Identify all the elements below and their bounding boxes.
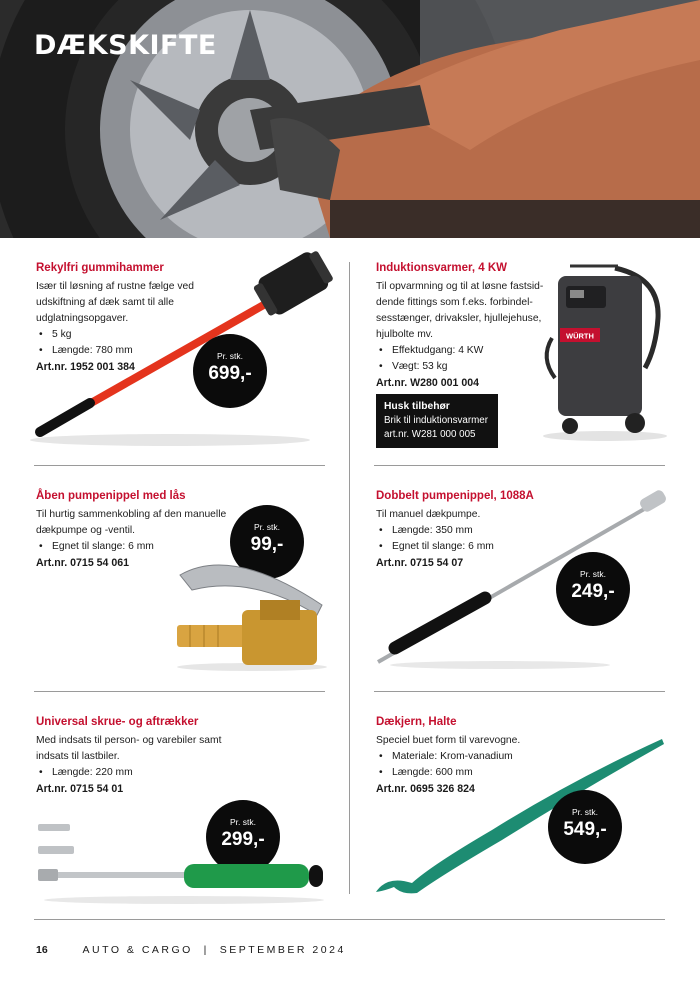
row-divider-1 bbox=[34, 465, 325, 466]
spec-item: • Længde: 600 mm bbox=[376, 765, 576, 781]
spec-item: • Egnet til slange: 6 mm bbox=[36, 539, 236, 555]
induction-heater-image bbox=[540, 258, 670, 448]
product-induction-heater bbox=[376, 262, 544, 392]
product-title: Rekylfri gummihammer bbox=[36, 262, 164, 274]
bottom-divider bbox=[34, 919, 665, 920]
open-pump-nipple-image bbox=[172, 535, 342, 675]
price-value: 99,- bbox=[250, 534, 284, 555]
page-title: DÆKSKIFTE bbox=[34, 30, 217, 61]
spec-item: • Længde: 220 mm bbox=[36, 765, 236, 781]
price-value: 699,- bbox=[208, 363, 252, 384]
page-number: 16 bbox=[36, 944, 48, 956]
price-value: 549,- bbox=[563, 819, 607, 840]
product-description: Med indsats til person- og varebiler samt indsats til lastbiler. bbox=[36, 735, 222, 762]
hero-image bbox=[0, 0, 700, 238]
article-number: Art.nr. 0715 54 07 bbox=[376, 557, 464, 569]
price-badge bbox=[548, 790, 622, 864]
notice-title: Husk tilbehør bbox=[384, 401, 450, 412]
article-number: Art.nr. 0715 54 061 bbox=[36, 557, 130, 569]
price-label: Pr. stk. bbox=[230, 817, 256, 827]
product-title: Dækjern, Halte bbox=[376, 716, 457, 728]
product-description: Til hurtig sammenkobling af den manuelle dækpumpe og -ventil. bbox=[36, 509, 227, 536]
row-divider-2 bbox=[34, 691, 325, 692]
product-title: Åben pumpenippel med lås bbox=[36, 490, 186, 502]
product-description: Til opvarmning og til at løsne fastsid-dende fittings som f.eks. forbindel-sesstænger, drivaksler, hjullejehuse, hjulbolte mv. bbox=[376, 281, 544, 340]
article-number: Art.nr. 1952 001 384 bbox=[36, 361, 135, 373]
product-universal-valve-tool bbox=[36, 716, 236, 798]
product-description: Til manuel dækpumpe. bbox=[376, 509, 481, 520]
tire-iron-image bbox=[372, 735, 672, 905]
rubber-hammer-image bbox=[30, 245, 330, 445]
article-number: Art.nr. W280 001 004 bbox=[376, 377, 480, 389]
product-title: Dobbelt pumpenippel, 1088A bbox=[376, 490, 534, 502]
accessory-notice bbox=[376, 394, 498, 448]
product-description: Speciel buet form til varevogne. bbox=[376, 735, 521, 746]
spec-item: • Vægt: 53 kg bbox=[376, 359, 544, 375]
spec-item: • Egnet til slange: 6 mm bbox=[376, 539, 576, 555]
spec-item: • 5 kg bbox=[36, 327, 246, 343]
price-label: Pr. stk. bbox=[217, 351, 243, 361]
product-specs bbox=[36, 765, 236, 781]
spec-item: • Længde: 780 mm bbox=[36, 343, 246, 359]
brand-logo: WÜRTH bbox=[566, 331, 594, 341]
spec-item: • Effektudgang: 4 KW bbox=[376, 343, 544, 359]
price-badge bbox=[556, 552, 630, 626]
row-divider-1b bbox=[374, 465, 665, 466]
price-value: 249,- bbox=[571, 581, 615, 602]
product-description: Især til løsning af rustne fælge ved udskiftning af dæk samt til alle udglatningsopgaver. bbox=[36, 281, 194, 324]
row-divider-2b bbox=[374, 691, 665, 692]
price-label: Pr. stk. bbox=[580, 569, 606, 579]
product-title: Induktionsvarmer, 4 KW bbox=[376, 262, 508, 274]
product-specs bbox=[376, 343, 544, 375]
page-footer bbox=[36, 944, 346, 956]
article-number: Art.nr. 0695 326 824 bbox=[376, 783, 475, 795]
spec-item: • Materiale: Krom-vanadium bbox=[376, 749, 576, 765]
column-divider bbox=[349, 262, 350, 894]
publication-info: AUTO & CARGO | SEPTEMBER 2024 bbox=[82, 944, 346, 956]
price-value: 299,- bbox=[221, 829, 265, 850]
price-badge bbox=[193, 334, 267, 408]
price-label: Pr. stk. bbox=[254, 522, 280, 532]
valve-tool-image bbox=[34, 818, 334, 908]
spec-item: • Længde: 350 mm bbox=[376, 523, 576, 539]
price-label: Pr. stk. bbox=[572, 807, 598, 817]
product-title: Universal skrue- og aftrækker bbox=[36, 716, 199, 728]
notice-text: Brik til induktionsvarmer art.nr. W281 000 005 bbox=[384, 415, 488, 440]
article-number: Art.nr. 0715 54 01 bbox=[36, 783, 124, 795]
